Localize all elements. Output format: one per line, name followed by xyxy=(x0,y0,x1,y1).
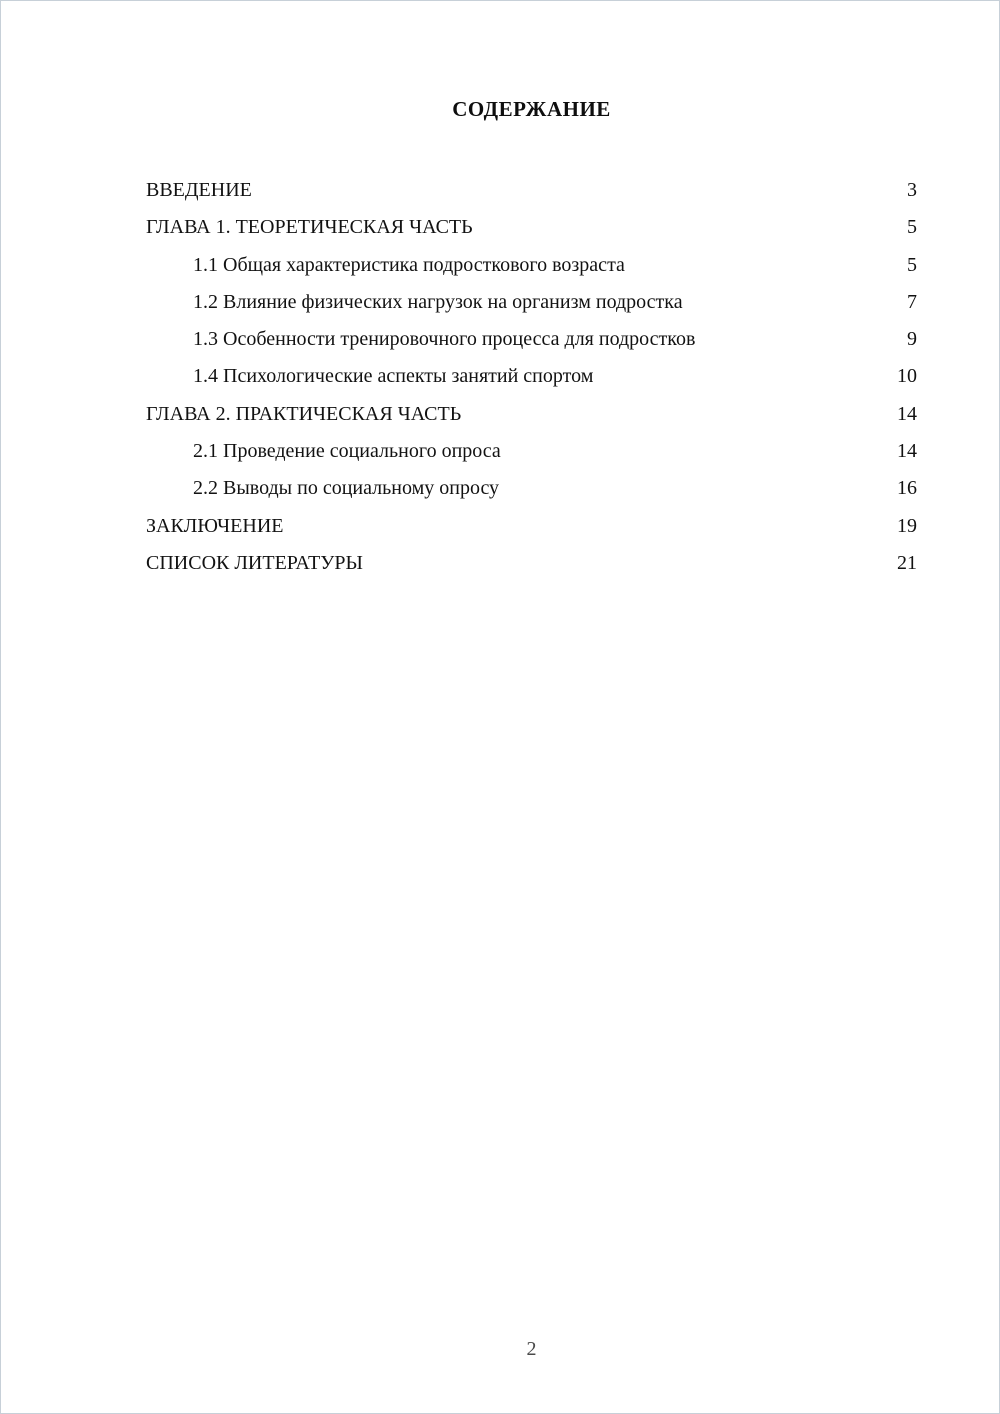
toc-entry-page: 14 xyxy=(897,440,917,463)
toc-entry xyxy=(146,396,917,433)
toc-entry xyxy=(146,508,917,545)
toc-entry xyxy=(146,470,917,507)
toc-entry-page: 5 xyxy=(907,216,917,239)
toc-entry xyxy=(146,172,917,209)
toc-entry xyxy=(146,545,917,582)
toc-entry-page: 21 xyxy=(897,551,917,574)
toc-entry-page: 3 xyxy=(907,179,917,201)
toc-entry-label: 2.2 Выводы по социальному опросу xyxy=(193,477,500,500)
toc-entry-label: 2.1 Проведение социального опроса xyxy=(193,440,501,463)
toc-entry xyxy=(146,433,917,470)
toc-entry-page: 9 xyxy=(907,328,917,351)
toc-entry-label: 1.3 Особенности тренировочного процесса для подростков xyxy=(193,328,696,351)
toc-entry-page: 19 xyxy=(897,514,917,537)
toc-entry xyxy=(146,321,917,358)
toc-entry xyxy=(146,247,917,284)
toc-entry xyxy=(146,209,917,246)
toc-entry-page: 14 xyxy=(897,402,917,425)
toc-content xyxy=(1,1,999,582)
toc-entry-label: ГЛАВА 2. ПРАКТИЧЕСКАЯ ЧАСТЬ xyxy=(146,402,462,425)
toc-list xyxy=(146,172,917,582)
toc-entry-page: 7 xyxy=(907,290,917,313)
toc-entry-label: ЗАКЛЮЧЕНИЕ xyxy=(146,514,284,537)
toc-entry-label: 1.4 Психологические аспекты занятий спортом xyxy=(193,365,594,388)
toc-entry-page: 5 xyxy=(907,253,917,276)
toc-entry-label: 1.1 Общая характеристика подросткового возраста xyxy=(193,253,625,276)
toc-entry-label: ВВЕДЕНИЕ xyxy=(146,179,252,201)
page-number-footer: 2 xyxy=(526,1338,537,1360)
toc-entry xyxy=(146,284,917,321)
toc-entry-page: 16 xyxy=(897,477,917,500)
toc-entry-label: ГЛАВА 1. ТЕОРЕТИЧЕСКАЯ ЧАСТЬ xyxy=(146,216,473,239)
toc-title: СОДЕРЖАНИЕ xyxy=(452,97,611,121)
toc-entry xyxy=(146,358,917,395)
toc-entry-label: СПИСОК ЛИТЕРАТУРЫ xyxy=(146,551,363,574)
toc-entry-label: 1.2 Влияние физических нагрузок на организм подростка xyxy=(193,290,683,313)
toc-entry-page: 10 xyxy=(897,365,917,388)
